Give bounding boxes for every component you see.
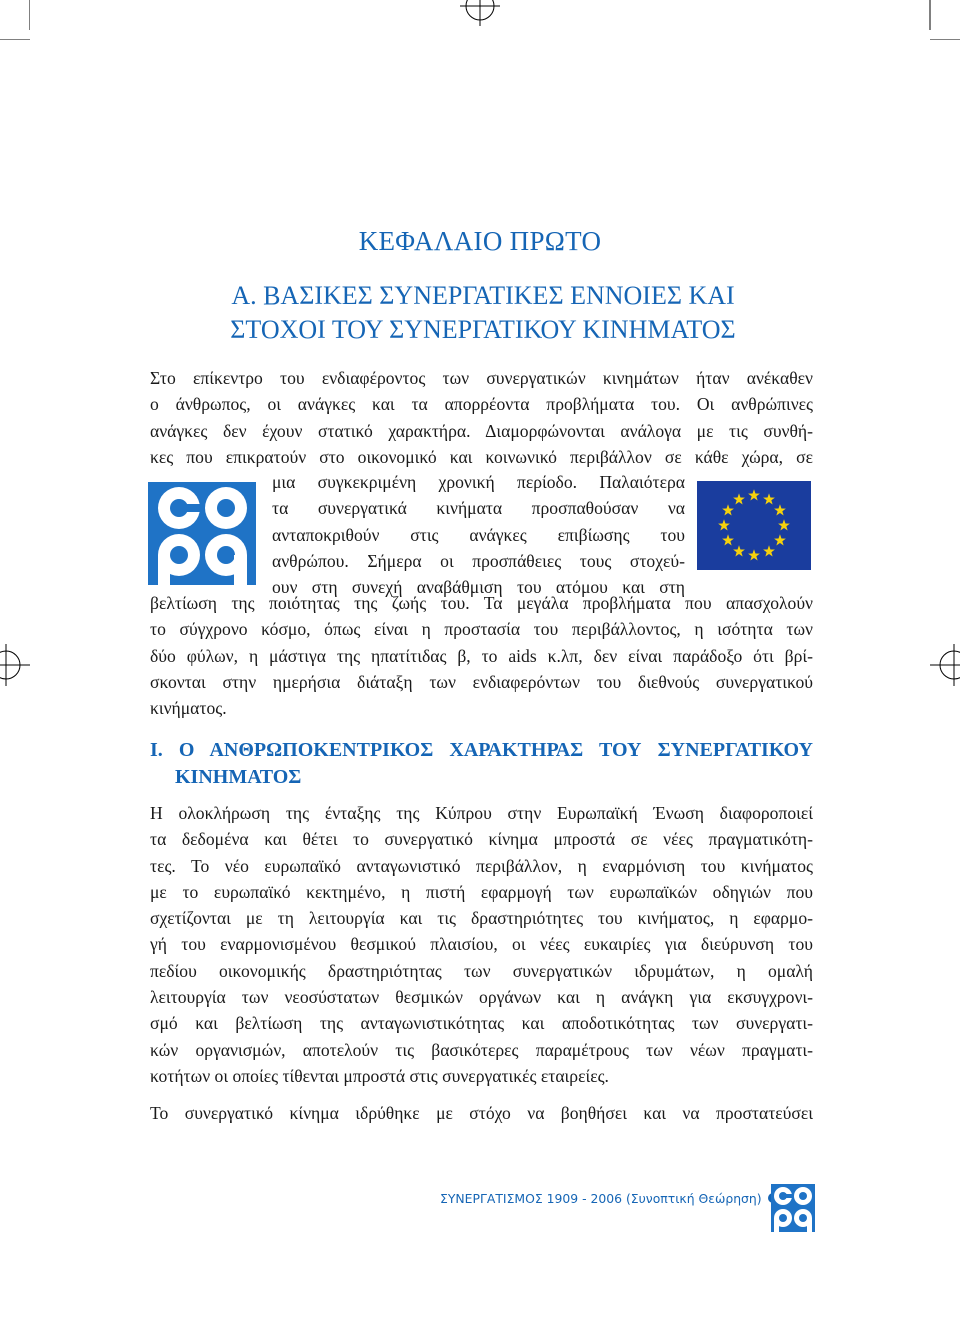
text-line: κοτήτων οι οποίες τίθενται μπροστά στις συνεργατικές εταιρείες. (150, 1065, 609, 1086)
text-line: βελτίωση της ποιότητας της ζωής του. Τα μεγάλα προβλήματα που απασχολούν (150, 593, 813, 613)
text-line: Το συνεργατικό κίνημα ιδρύθηκε με στόχο να βοηθήσει και να προστατεύσει (150, 1103, 813, 1123)
section-title-line-1: Α. ΒΑΣΙΚΕΣ ΣΥΝΕΡΓΑΤΙΚΕΣ ΕΝΝΟΙΕΣ ΚΑΙ (231, 281, 735, 310)
text-line: κών οργανισμών, αποτελούν τις βασικότερες παραμέτρους των νέων πραγματι- (150, 1039, 813, 1060)
text-line: ουν στη συνεχή αναβάθμιση του ατόμου και στη (272, 577, 685, 598)
subheading (150, 737, 813, 791)
subheading-line-2: ΚΙΝΗΜΑΤΟΣ (175, 766, 302, 788)
paragraph-1-continued (150, 590, 813, 721)
paragraph-3 (150, 1100, 813, 1126)
footer-title: ΣΥΝΕΡΓΑΤΙΣΜΟΣ 1909 - 2006 (Συνοπτική Θεώρηση) (440, 1190, 762, 1206)
text-line: δύο φύλων, η μάστιγα της ηπατίτιδας β, το aids κ.λπ, δεν είναι παράδοξο ότι βρί- (150, 645, 813, 666)
crop-mark-top-left (0, 0, 30, 40)
coop-logo-icon (148, 482, 256, 585)
text-line: μια συγκεκριμένη χρονική περίοδο. Παλαιότερα (272, 472, 685, 492)
subheading-line-1: Ι. Ο ΑΝΘΡΩΠΟΚΕΝΤΡΙΚΟΣ ΧΑΡΑΚΤΗΡΑΣ ΤΟΥ ΣΥΝΕΡΓΑΤΙΚΟΥ (150, 739, 813, 761)
text-line: ανάγκες δεν έχουν στατικό χαρακτήρα. Διαμορφώνονται ανάλογα με τις συνθή- (150, 420, 813, 441)
text-line: το σύγχρονο κόσμο, όπως είναι η προστασία του περιβάλλοντος, η ισότητα των (150, 619, 813, 640)
text-line: τες. Το νέο ευρωπαϊκό ανταγωνιστικό περιβάλλον, η εναρμόνιση του κινήματος (150, 855, 813, 876)
eu-flag-icon (697, 481, 811, 570)
text-line: κινήματος. (150, 698, 227, 719)
text-line: ανθρώπου. Σήμερα οι προσπάθειες τους στοχεύ- (272, 550, 685, 571)
text-line: σχετίζονται με τη λειτουργία και τις δραστηριότητες του κινήματος, η εφαρμο- (150, 908, 813, 929)
text-line: Στο επίκεντρο του ενδιαφέροντος των συνεργατικών κινημάτων ήταν ανέκαθεν (150, 368, 813, 388)
crop-mark-top-right (928, 0, 960, 40)
registration-mark-left (0, 642, 32, 688)
section-title (150, 279, 816, 347)
text-line: Η ολοκλήρωση της ένταξης της Κύπρου στην Ευρωπαϊκή Ένωση διαφοροποιεί (150, 803, 813, 823)
text-line: σκονται στην ημερήσια διάταξη των ενδιαφερόντων του διεθνούς συνεργατικού (150, 671, 813, 692)
text-line: τα δεδομένα και θέτει το συνεργατικό κίνημα μπροστά σε νέες πραγματικότη- (150, 829, 813, 850)
registration-mark-right (928, 642, 960, 688)
coop-footer-logo-icon (771, 1184, 815, 1232)
paragraph-1-intro (150, 365, 813, 470)
paragraph-2 (150, 800, 813, 1089)
chapter-title: ΚΕΦΑΛΑΙΟ ΠΡΩΤΟ (358, 226, 602, 256)
text-line: τα συνεργατικά κινήματα προσπαθούσαν να (272, 498, 685, 519)
page-footer (440, 1188, 799, 1208)
text-line: ανταποκριθούν στις ανάγκες επιβίωσης του (272, 524, 685, 545)
text-line: πεδίου οικονομικής δραστηριότητας των συνεργατικών ιδρυμάτων, η ομαλή (150, 960, 813, 981)
text-line: κες που επικρατούν στο οικονομικό και κοινωνικό περιβάλλον σε κάθε χώρα, σε (150, 446, 813, 467)
text-line: ο άνθρωπος, οι ανάγκες και τα απορρέοντα προβλήματα του. Οι ανθρώπινες (150, 394, 813, 415)
text-line: με το ευρωπαϊκό κεκτημένο, η πιστή εφαρμογή των ευρωπαϊκών οδηγιών που (150, 881, 813, 902)
text-line: σμό και βελτίωση της ανταγωνιστικότητας και αποδοτικότητας των συνεργατι- (150, 1013, 813, 1034)
section-title-line-2: ΣΤΟΧΟΙ ΤΟΥ ΣΥΝΕΡΓΑΤΙΚΟΥ ΚΙΝΗΜΑΤΟΣ (230, 315, 736, 344)
text-line: λειτουργία των νεοσύστατων θεσμικών οργάνων και η ανάγκη για εκσυγχρονι- (150, 987, 813, 1008)
paragraph-1-wrapped (272, 469, 685, 600)
registration-mark-top (456, 0, 504, 28)
text-line: γή του εναρμονισμένου θεσμικού πλαισίου, οι νέες ευκαιρίες για διεύρυνση του (150, 934, 813, 955)
